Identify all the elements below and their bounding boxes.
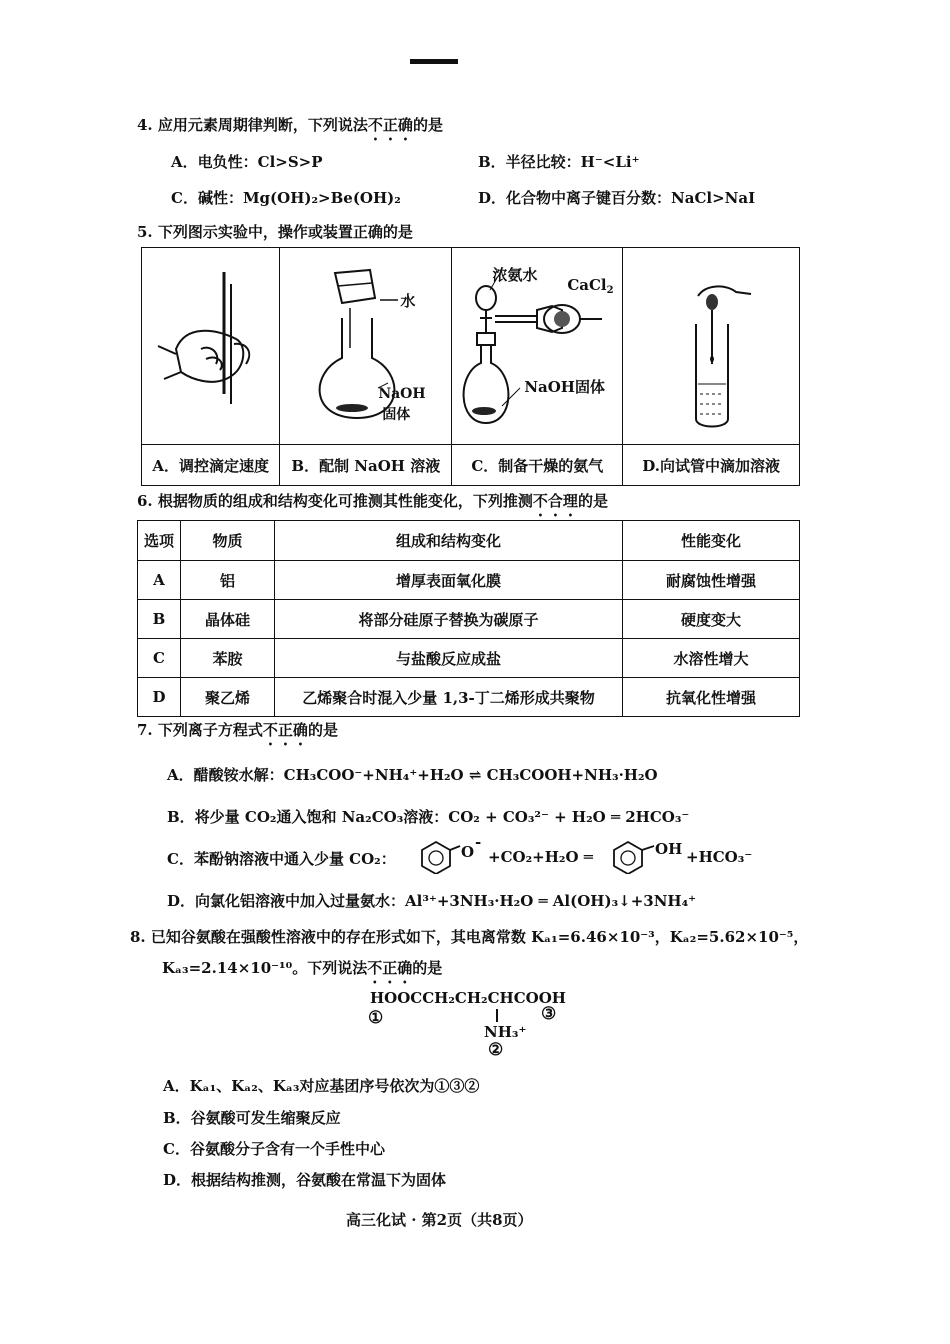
q4-option-c: C．碱性：Mg(OH)₂>Be(OH)₂ xyxy=(171,189,401,207)
header-option: 选项 xyxy=(138,521,181,561)
q7-stem: 7. 下列离子方程式不正确的是 xyxy=(137,721,338,739)
q8-stem-line1: 8. 已知谷氨酸在强酸性溶液中的存在形式如下，其电离常数 Kₐ₁=6.46×10⁻³，Kₐ₂=5.62×10⁻⁵， xyxy=(130,928,809,946)
caption-c: C．制备干燥的氨气 xyxy=(452,445,623,486)
cell: 硬度变大 xyxy=(623,600,800,639)
cell: C xyxy=(138,639,181,678)
label-naoh-solid: NaOH固体 xyxy=(524,378,605,396)
q4-option-b: B．半径比较：H⁻<Li⁺ xyxy=(478,153,640,171)
top-bar xyxy=(410,59,458,64)
table-row xyxy=(138,639,800,678)
group-marker-2: ② xyxy=(488,1040,504,1060)
cell: 抗氧化性增强 xyxy=(623,678,800,717)
phenoxide-charge: - xyxy=(475,833,482,851)
test-tube-dropper-figure xyxy=(626,254,796,434)
figure-d-cell xyxy=(623,248,800,445)
q7-option-d: D．向氯化铝溶液中加入过量氨水：Al³⁺+3NH₃·H₂O ═ Al(OH)₃↓+3NH₄⁺ xyxy=(167,892,697,910)
q8-option-b: B．谷氨酸可发生缩聚反应 xyxy=(163,1109,341,1127)
caption-d: D.向试管中滴加溶液 xyxy=(623,445,800,486)
caption-a: A．调控滴定速度 xyxy=(142,445,280,486)
label-water: 水 xyxy=(400,292,416,310)
cell: D xyxy=(138,678,181,717)
header-substance: 物质 xyxy=(181,521,275,561)
cell: 晶体硅 xyxy=(181,600,275,639)
nh3-group: NH₃⁺ xyxy=(484,1023,527,1041)
q7-option-c-end: +HCO₃⁻ xyxy=(686,848,753,866)
group-marker-1: ① xyxy=(368,1008,384,1028)
cell: 将部分硅原子替换为碳原子 xyxy=(275,600,623,639)
cell: B xyxy=(138,600,181,639)
q7-option-c: C．苯酚钠溶液中通入少量 CO₂： xyxy=(167,850,396,868)
cell: 铝 xyxy=(181,561,275,600)
cell: 与盐酸反应成盐 xyxy=(275,639,623,678)
cell: 苯胺 xyxy=(181,639,275,678)
cell: 乙烯聚合时混入少量 1,3-丁二烯形成共聚物 xyxy=(275,678,623,717)
header-change: 组成和结构变化 xyxy=(275,521,623,561)
q8-option-a: A．Kₐ₁、Kₐ₂、Kₐ₃对应基团序号依次为①③② xyxy=(163,1077,480,1095)
caption-b: B．配制 NaOH 溶液 xyxy=(280,445,452,486)
table-row xyxy=(138,678,800,717)
q7-option-c-middle: +CO₂+H₂O ═ xyxy=(488,848,593,866)
q4-stem: 4. 应用元素周期律判断，下列说法不正确的是 xyxy=(137,116,443,134)
figure-a-cell xyxy=(142,248,280,445)
table-row xyxy=(138,600,800,639)
label-solid: 固体 xyxy=(382,407,411,423)
q6-table xyxy=(137,520,800,717)
table-row xyxy=(138,561,800,600)
figure-c-cell xyxy=(452,248,623,445)
q7-option-b: B．将少量 CO₂通入饱和 Na₂CO₃溶液：CO₂ + CO₃²⁻ + H₂O ═ 2HCO₃⁻ xyxy=(167,808,690,826)
volumetric-flask-figure xyxy=(280,248,451,444)
label-cacl2: CaCl$_2$ xyxy=(567,276,614,296)
header-property: 性能变化 xyxy=(623,521,800,561)
q8-option-c: C．谷氨酸分子含有一个手性中心 xyxy=(163,1140,385,1158)
cell: 聚乙烯 xyxy=(181,678,275,717)
q8-option-d: D．根据结构推测，谷氨酸在常温下为固体 xyxy=(163,1171,447,1189)
glutamic-acid-formula: HOOCCH₂CH₂CHCOOH xyxy=(370,989,566,1007)
label-ammonia: 浓氨水 xyxy=(492,266,538,284)
label-naoh: NaOH xyxy=(378,386,426,402)
phenoxide-o: O xyxy=(461,843,475,861)
cell: A xyxy=(138,561,181,600)
q5-stem: 5. 下列图示实验中，操作或装置正确的是 xyxy=(137,223,413,241)
group-marker-3: ③ xyxy=(541,1004,557,1024)
q6-stem: 6. 根据物质的组成和结构变化可推测其性能变化，下列推测不合理的是 xyxy=(137,492,608,510)
q8-stem-line2: Kₐ₃=2.14×10⁻¹⁰。下列说法不正确的是 xyxy=(162,959,443,977)
q4-option-d: D．化合物中离子键百分数：NaCl>NaI xyxy=(478,189,756,207)
cell: 水溶性增大 xyxy=(623,639,800,678)
q7-option-a: A．醋酸铵水解：CH₃COO⁻+NH₄⁺+H₂O ⇌ CH₃COOH+NH₃·H₂O xyxy=(167,766,658,784)
q5-figure-table xyxy=(141,247,800,486)
cell: 增厚表面氧化膜 xyxy=(275,561,623,600)
figure-b-cell xyxy=(280,248,452,445)
bond-line xyxy=(496,1009,498,1022)
phenol-oh: OH xyxy=(655,840,683,858)
page-footer: 高三化试 · 第2页（共8页） xyxy=(346,1211,533,1229)
table-header-row xyxy=(138,521,800,561)
cell: 耐腐蚀性增强 xyxy=(623,561,800,600)
q4-option-a: A．电负性：Cl>S>P xyxy=(171,153,323,171)
titration-hand-figure xyxy=(146,254,276,434)
